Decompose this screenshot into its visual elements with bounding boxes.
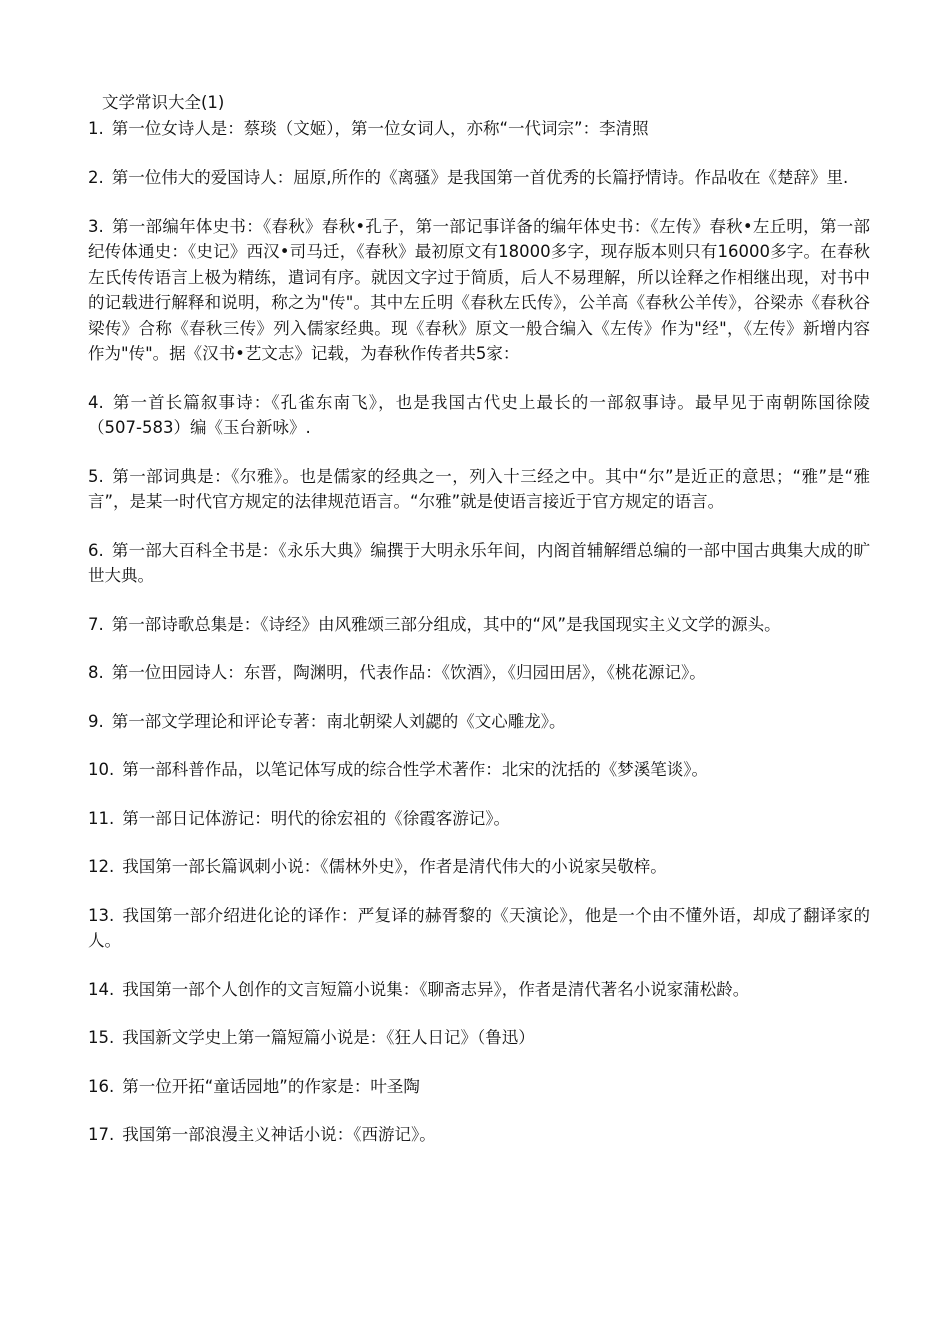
item-text: 第一部大百科全书是：《永乐大典》编撰于大明永乐年间，内阁首辅解缙总编的一部中国古典集大成的旷世大典。 bbox=[88, 540, 870, 585]
list-item bbox=[88, 977, 870, 1003]
item-text: 第一位田园诗人：东晋，陶渊明，代表作品：《饮酒》，《归园田居》，《桃花源记》。 bbox=[111, 663, 706, 682]
list-item bbox=[88, 806, 870, 832]
item-text: 第一部日记体游记：明代的徐宏祖的《徐霞客游记》。 bbox=[122, 808, 510, 828]
list-item bbox=[88, 757, 870, 783]
item-text: 第一部词典是：《尔雅》。也是儒家的经典之一，列入十三经之中。其中“尔”是近正的意思；“雅”是“雅言”，是某一时代官方规定的法律规范语言。“尔雅”就是使语言接近于官方规定的语言。 bbox=[88, 466, 870, 511]
item-text: 我国第一部长篇讽刺小说：《儒林外史》，作者是清代伟大的小说家吴敬梓。 bbox=[122, 857, 667, 876]
list-item bbox=[88, 660, 870, 686]
item-number: 1. bbox=[88, 118, 104, 138]
list-item bbox=[88, 1025, 870, 1051]
item-number: 15. bbox=[88, 1028, 115, 1047]
document-title: 文学常识大全(1) bbox=[102, 93, 225, 112]
item-number: 11. bbox=[88, 808, 115, 828]
item-number: 4. bbox=[88, 392, 104, 412]
list-item bbox=[88, 116, 870, 142]
item-text: 我国第一部介绍进化论的译作：严复译的赫胥黎的《天演论》，他是一个由不懂外语，却成了翻译家的人。 bbox=[88, 905, 870, 950]
item-number: 17. bbox=[88, 1125, 115, 1144]
item-number: 3. bbox=[88, 216, 104, 236]
list-item bbox=[88, 165, 870, 191]
item-text: 第一部文学理论和评论专著：南北朝梁人刘勰的《文心雕龙》。 bbox=[111, 711, 566, 731]
item-text: 第一部编年体史书：《春秋》春秋•孔子，第一部记事详备的编年体史书：《左传》春秋•左丘明，第一部纪传体通史：《史记》西汉•司马迁，《春秋》最初原文有18000多字，现存版本则只有16000多字。在春秋左氏传传语言上极为精练，遣词有序。就因文字过于简质，后人不易理解，所以诠释之作相继出现，对书中的记载进行解释和说明，称之为"传"。其中左丘明《春秋左氏传》，公羊高《春秋公羊传》，谷梁赤《春秋谷梁传》合称《春秋三传》列入儒家经典。现《春秋》原文一般合编入《左传》作为"经"，《左传》新增内容作为"传"。据《汉书•艺文志》记载，为春秋作传者共5家： bbox=[88, 216, 870, 363]
item-text: 我国第一部个人创作的文言短篇小说集：《聊斋志异》，作者是清代著名小说家蒲松龄。 bbox=[122, 979, 750, 999]
item-text: 第一位开拓“童话园地”的作家是：叶圣陶 bbox=[122, 1076, 420, 1096]
list-item bbox=[88, 538, 870, 589]
item-number: 6. bbox=[88, 540, 104, 560]
item-text: 第一部诗歌总集是：《诗经》由风雅颂三部分组成，其中的“风”是我国现实主义文学的源头。 bbox=[111, 614, 781, 634]
item-text: 第一位女诗人是：蔡琰（文姬），第一位女词人，亦称“一代词宗”：李清照 bbox=[111, 118, 649, 138]
item-number: 12. bbox=[88, 857, 115, 876]
item-number: 9. bbox=[88, 711, 104, 731]
item-text: 第一位伟大的爱国诗人：屈原,所作的《离骚》是我国第一首优秀的长篇抒情诗。作品收在《楚辞》里. bbox=[111, 168, 849, 187]
item-number: 8. bbox=[88, 663, 104, 682]
list-item bbox=[88, 1074, 870, 1100]
list-item bbox=[88, 464, 870, 515]
document-page bbox=[88, 90, 870, 1171]
list-item bbox=[88, 1122, 870, 1148]
item-text: 第一部科普作品，以笔记体写成的综合性学术著作：北宋的沈括的《梦溪笔谈》。 bbox=[122, 760, 708, 779]
list-item bbox=[88, 903, 870, 954]
list-item bbox=[88, 214, 870, 367]
item-number: 5. bbox=[88, 466, 104, 486]
item-number: 14. bbox=[88, 979, 115, 999]
item-number: 10. bbox=[88, 760, 115, 779]
item-number: 16. bbox=[88, 1076, 115, 1096]
item-text: 我国第一部浪漫主义神话小说：《西游记》。 bbox=[122, 1125, 436, 1144]
item-text: 我国新文学史上第一篇短篇小说是：《狂人日记》（鲁迅） bbox=[122, 1028, 535, 1047]
item-text: 第一首长篇叙事诗：《孔雀东南飞》，也是我国古代史上最长的一部叙事诗。最早见于南朝陈国徐陵（507-583）编《玉台新咏》. bbox=[88, 392, 870, 437]
item-number: 13. bbox=[88, 905, 115, 925]
list-item bbox=[88, 390, 870, 441]
item-number: 7. bbox=[88, 614, 104, 634]
list-item bbox=[88, 854, 870, 880]
list-item bbox=[88, 612, 870, 638]
item-number: 2. bbox=[88, 168, 104, 187]
list-item bbox=[88, 709, 870, 735]
